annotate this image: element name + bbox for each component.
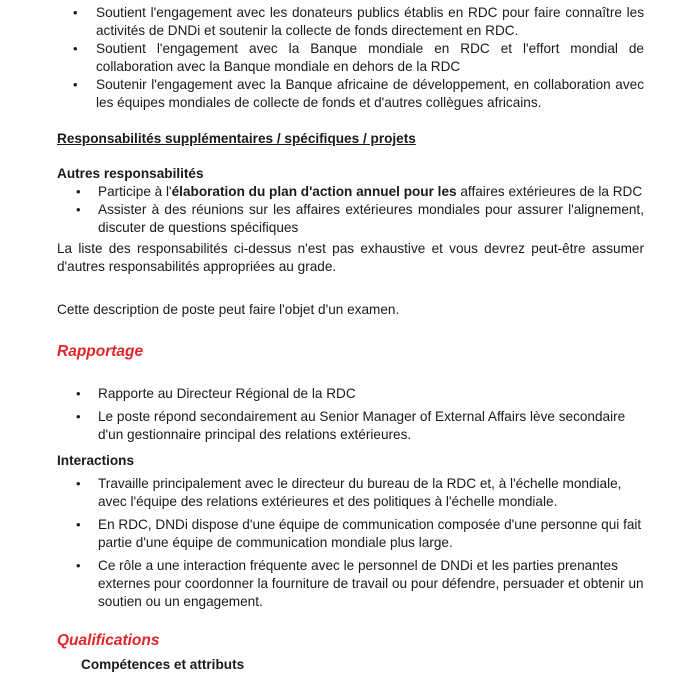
top-bullet-list bbox=[73, 4, 644, 112]
interactions-bullet-list bbox=[76, 475, 644, 611]
list-item: • Soutenir l'engagement avec la Banque africaine de développement, en collaboration avec les équipes mondiales de collecte de fonds et d'autres collègues africains. bbox=[73, 77, 644, 110]
bullet-icon: • bbox=[76, 558, 81, 573]
bullet-icon: • bbox=[73, 5, 78, 20]
bullet-icon: • bbox=[73, 41, 78, 56]
extra-responsibilities-heading: Responsabilités supplémentaires / spécifiques / projets bbox=[57, 131, 416, 146]
review-note: Cette description de poste peut faire l'objet d'un examen. bbox=[57, 302, 400, 317]
bullet-icon: • bbox=[76, 476, 81, 491]
other-responsibilities-heading: Autres responsabilités bbox=[57, 166, 204, 181]
bullet-icon: • bbox=[76, 409, 81, 424]
bullet-icon: • bbox=[73, 77, 78, 92]
list-item: • Travaille principalement avec le directeur du bureau de la RDC et, à l'échelle mondiale, avec l'équipe des relations extérieures et des politiques à l'échelle mondiale. bbox=[76, 476, 622, 509]
list-item: • Soutient l'engagement avec la Banque mondiale en RDC et l'effort mondial de collaboration avec la Banque mondiale en dehors de la RDC bbox=[73, 41, 644, 74]
bullet-icon: • bbox=[76, 184, 81, 199]
list-item: • Soutient l'engagement avec les donateurs publics établis en RDC pour faire connaître les activités de DNDi et soutenir la collecte de fonds directement en RDC. bbox=[73, 5, 644, 38]
exhaustive-note: La liste des responsabilités ci-dessus n'est pas exhaustive et vous devrez peut-être assumer d'autres responsabilités appropriées au grade. bbox=[57, 241, 644, 274]
other-bullet-list bbox=[76, 183, 644, 237]
bullet-icon: • bbox=[76, 202, 81, 217]
list-item: • Ce rôle a une interaction fréquente avec le personnel de DNDi et les parties prenantes externes pour coordonner la fourniture de travail ou pour défendre, persuader et obtenir un soutien ou un engagement. bbox=[76, 558, 644, 609]
list-item: • Le poste répond secondairement au Senior Manager of External Affairs lève secondaire d'un gestionnaire principal des relations extérieures. bbox=[76, 409, 626, 442]
reporting-bullet-list bbox=[76, 385, 644, 444]
list-item: • En RDC, DNDi dispose d'une équipe de communication composée d'une personne qui fait partie d'une équipe de communication mondiale plus large. bbox=[76, 517, 642, 550]
skills-heading: Compétences et attributs bbox=[81, 657, 245, 672]
bullet-icon: • bbox=[76, 517, 81, 532]
qualifications-heading: Qualifications bbox=[57, 632, 160, 649]
reporting-heading: Rapportage bbox=[57, 343, 144, 360]
bullet-icon: • bbox=[76, 386, 81, 401]
list-item: • Rapporte au Directeur Régional de la RDC bbox=[76, 386, 356, 401]
interactions-heading: Interactions bbox=[57, 453, 135, 468]
list-item: • Assister à des réunions sur les affaires extérieures mondiales pour assurer l'alignement, discuter de questions spécifiques bbox=[76, 202, 644, 235]
list-item: • Participe à l'élaboration du plan d'action annuel pour les affaires extérieures de la RDC bbox=[76, 184, 643, 199]
